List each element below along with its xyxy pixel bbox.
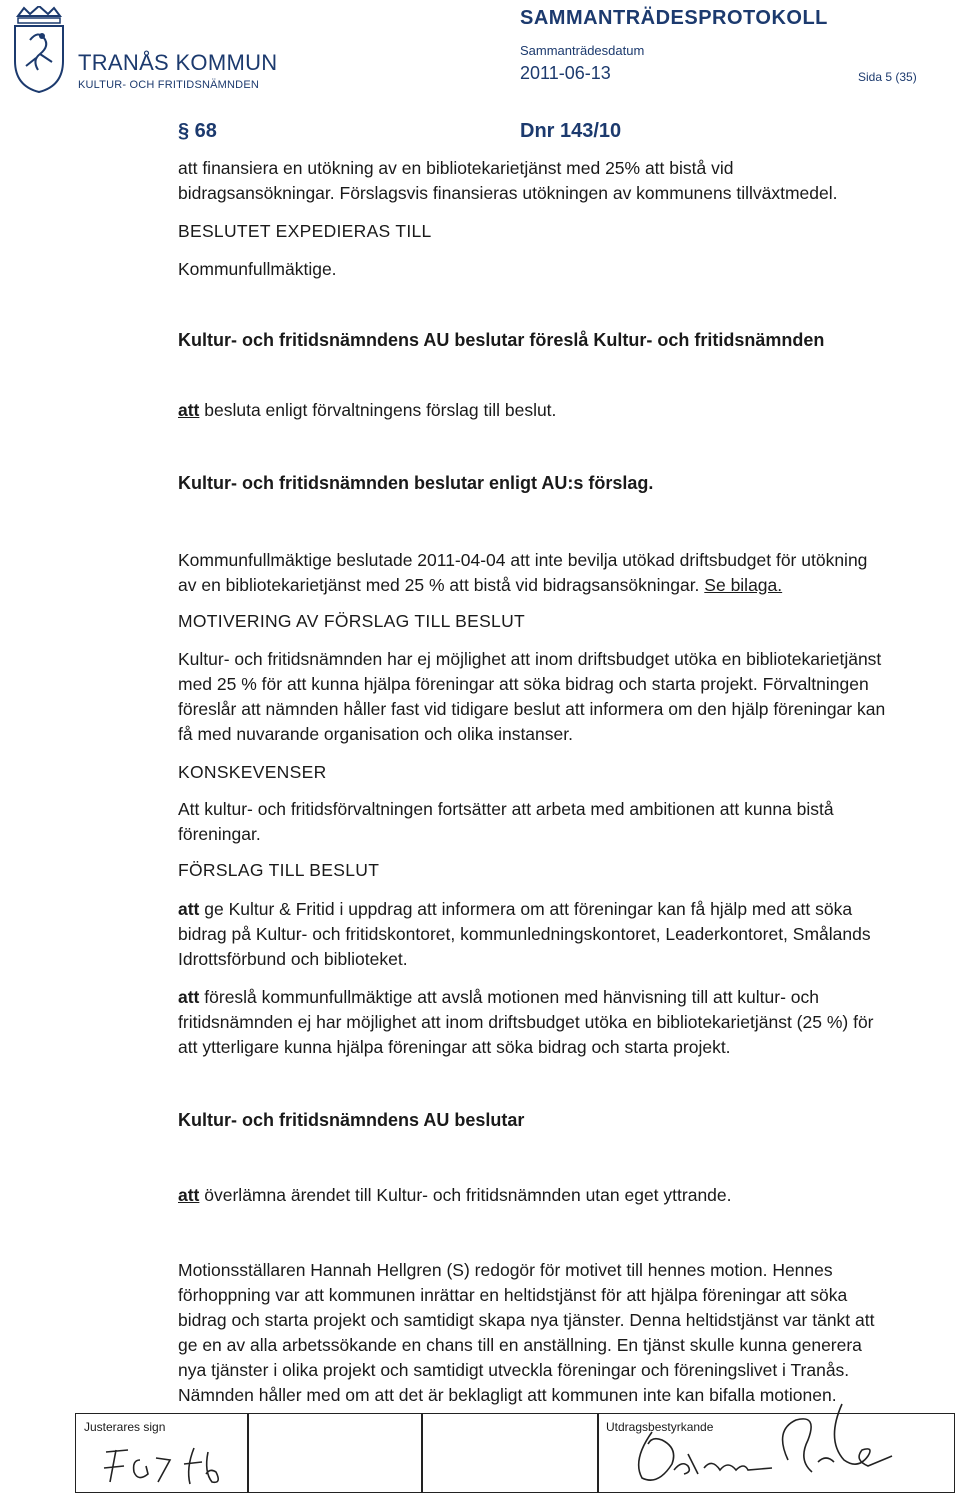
motion-line: Nämnden håller med om att det är beklagligt att kommunen inte kan bifalla motionen.: [178, 1385, 837, 1405]
signature-box-2: [247, 1413, 423, 1493]
motion-line: nya tjänster i olika projekt och samtidigt utveckla föreningar och föreningslivet i Tranås.: [178, 1360, 850, 1380]
konsekvenser-paragraph: [178, 797, 834, 847]
kf-paragraph: [178, 548, 867, 598]
motion-paragraph: [178, 1258, 875, 1408]
att-clause-text: överlämna ärendet till Kultur- och fritidsnämnden utan eget yttrande.: [204, 1185, 732, 1205]
motivering-line: föreslår att nämnden håller fast vid tidigare beslut att informera om den hjälp föreningar kan: [178, 699, 886, 719]
kfn-decision-heading: Kultur- och fritidsnämnden beslutar enligt AU:s förslag.: [178, 473, 654, 493]
expedieras-recipient: Kommunfullmäktige.: [178, 259, 337, 279]
meeting-date-label: Sammanträdesdatum: [520, 43, 645, 58]
org-name: TRANÅS KOMMUN: [78, 50, 278, 75]
section-number: § 68: [178, 120, 217, 142]
forslag-line: ge Kultur & Fritid i uppdrag att informera om att föreningar kan få hjälp med att söka: [204, 899, 853, 919]
motivering-heading: MOTIVERING AV FÖRSLAG TILL BESLUT: [178, 611, 526, 631]
forslag-line: bidrag på Kultur- och fritidskontoret, kommunledningskontoret, Leaderkontoret, Smålands: [178, 924, 871, 944]
au-att-clause: [178, 398, 556, 423]
konsekvenser-heading: KONSKEVENSER: [178, 762, 327, 782]
forslag-line: att ytterligare kunna hjälpa föreningar att söka bidrag och starta projekt.: [178, 1037, 731, 1057]
att-keyword: att: [178, 987, 200, 1007]
motion-line: ge en av alla arbetssökande en chans till en anställning. En tjänst skulle kunna generera: [178, 1335, 862, 1355]
forslag-clause-1: [178, 897, 871, 972]
municipal-coat-of-arms-logo: [10, 6, 68, 94]
motivering-paragraph: [178, 647, 885, 747]
utdrag-label: Utdragsbestyrkande: [606, 1420, 714, 1434]
attachment-link[interactable]: Se bilaga.: [704, 575, 783, 595]
au2-att-clause: [178, 1183, 732, 1208]
justerares-label: Justerares sign: [84, 1420, 166, 1434]
au-heading-2: Kultur- och fritidsnämndens AU beslutar: [178, 1110, 525, 1130]
att-clause-text: besluta enligt förvaltningens förslag till beslut.: [204, 400, 557, 420]
signature-box-3: [421, 1413, 599, 1493]
forslag-clause-2: [178, 985, 874, 1060]
utdrag-signature: [612, 1400, 912, 1490]
konsekvenser-line: föreningar.: [178, 824, 261, 844]
justerare-signature: [98, 1438, 238, 1488]
forslag-line: föreslå kommunfullmäktige att avslå motionen med hänvisning till att kultur- och: [204, 987, 819, 1007]
kf-line: Kommunfullmäktige beslutade 2011-04-04 att inte bevilja utökad driftsbudget för utökning: [178, 550, 868, 570]
intro-line: att finansiera en utökning av en bibliotekarietjänst med 25% att bistå vid: [178, 158, 734, 178]
diary-number: Dnr 143/10: [520, 120, 622, 142]
kf-line: av en bibliotekarietjänst med 25 % att bistå vid bidragsansökningar.: [178, 575, 700, 595]
konsekvenser-line: Att kultur- och fritidsförvaltningen fortsätter att arbeta med ambitionen att kunna bistå: [178, 799, 834, 819]
intro-line: bidragsansökningar. Förslagsvis finansieras utökningen av kommunens tillväxtmedel.: [178, 183, 838, 203]
motivering-line: Kultur- och fritidsnämnden har ej möjlighet att inom driftsbudget utöka en bibliotekarietjänst: [178, 649, 882, 669]
att-keyword: att: [178, 400, 200, 420]
org-subtitle: KULTUR- OCH FRITIDSNÄMNDEN: [78, 79, 259, 91]
expedieras-heading: BESLUTET EXPEDIERAS TILL: [178, 221, 432, 241]
forslag-heading: FÖRSLAG TILL BESLUT: [178, 860, 380, 880]
au-decision-heading: Kultur- och fritidsnämndens AU beslutar föreslå Kultur- och fritidsnämnden: [178, 330, 825, 350]
intro-paragraph: [178, 156, 838, 206]
motion-line: förhoppning var att kommunen inrättar en heltidstjänst för att hjälpa föreningar att söka: [178, 1285, 848, 1305]
motion-line: Motionsställaren Hannah Hellgren (S) redogör för motivet till hennes motion. Hennes: [178, 1260, 833, 1280]
motivering-line: få med nuvarande organisation och olika instanser.: [178, 724, 573, 744]
utdrag-box: [597, 1413, 955, 1493]
motion-line: bidrag och starta projekt och samtidigt skapa nya tjänster. Denna heltidstjänst var tänkt att: [178, 1310, 875, 1330]
justerares-sign-box: [75, 1413, 249, 1493]
page-number: Sida 5 (35): [858, 70, 917, 84]
meeting-date: 2011-06-13: [520, 63, 611, 83]
document-title: SAMMANTRÄDESPROTOKOLL: [520, 7, 828, 29]
motivering-line: med 25 % för att kunna hjälpa föreningar att söka bidrag och starta projekt. Förvaltningen: [178, 674, 869, 694]
att-keyword: att: [178, 899, 200, 919]
att-keyword: att: [178, 1185, 200, 1205]
forslag-line: Idrottsförbund och biblioteket.: [178, 949, 408, 969]
forslag-line: fritidsnämnden ej har möjlighet att inom driftsbudget utöka en bibliotekarietjänst (25 %) för: [178, 1012, 874, 1032]
